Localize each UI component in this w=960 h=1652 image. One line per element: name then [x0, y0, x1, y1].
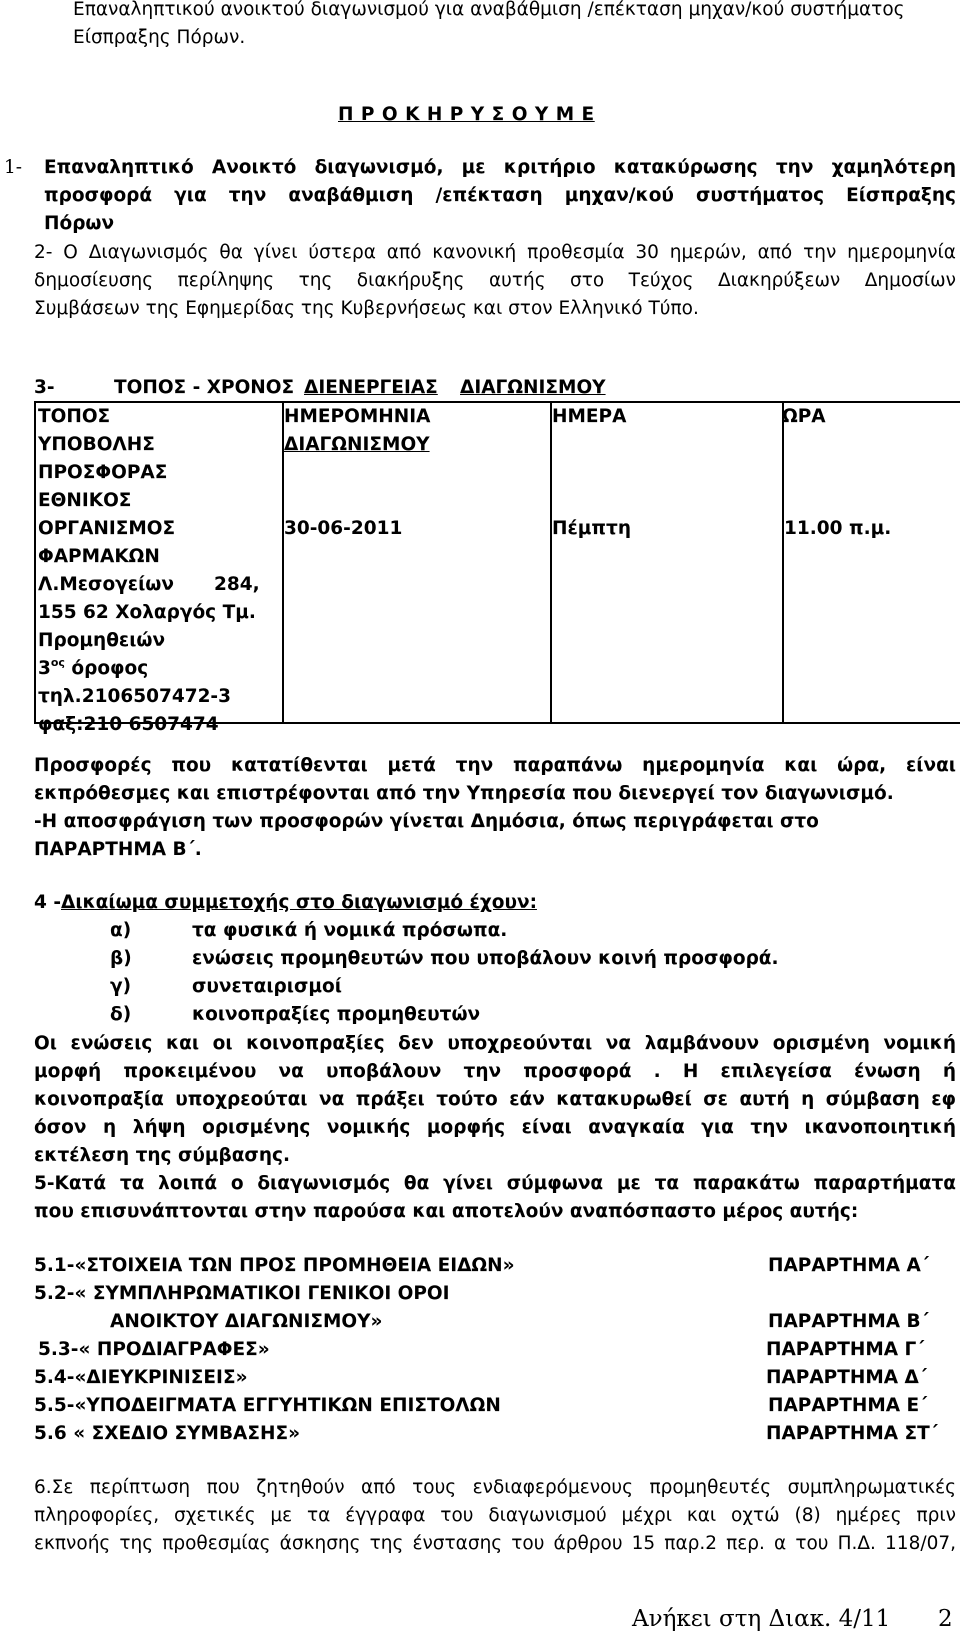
item-2-line-2: δημοσίευσης περίληψης της διακήρυξης αυτής στο Τεύχος Διακηρύξεων Δημοσίων: [34, 270, 956, 291]
item-3-number: 3-: [34, 377, 55, 398]
list-text-b: ενώσεις προμηθευτών που υποβάλουν κοινή προσφορά.: [192, 948, 779, 969]
schedule-table: [34, 401, 960, 735]
list-text-d: κοινοπραξίες προμηθευτών: [192, 1004, 481, 1025]
annex-5-4-ref: ΠΑΡΑΡΤΗΜΑ Δ΄: [766, 1367, 927, 1388]
item-1-line-3: Πόρων: [44, 213, 115, 234]
place-line-7: Προμηθειών: [38, 630, 166, 651]
annex-5-6-ref: ΠΑΡΑΡΤΗΜΑ ΣΤ΄: [766, 1423, 938, 1444]
item-1-line-1: Επαναληπτικό Ανοικτό διαγωνισμό, με κριτήριο κατακύρωσης την χαμηλότερη: [44, 157, 956, 178]
header-line-2: Είσπραξης Πόρων.: [73, 27, 246, 48]
item-6-line-2: πληροφορίες, σχετικές με τα έγγραφα του διαγωνισμού μέχρι και οχτώ (8) ημέρες πριν: [34, 1505, 956, 1526]
list-label-a: α): [110, 920, 132, 941]
item-5-line-2: που επισυνάπτονται στην παρούσα και αποτελούν αναπόσπαστο μέρος αυτής:: [34, 1201, 859, 1222]
footer-reference: Ανήκει στη Διακ. 4/11: [632, 1606, 891, 1632]
col1-header-2: ΥΠΟΒΟΛΗΣ: [38, 434, 155, 455]
tender-day: Πέμπτη: [552, 518, 632, 539]
item-6-line-3: εκπνοής της προθεσμίας άσκησης της ένστασης του άρθρου 15 παρ.2 περ. α του Π.Δ. 118/07,: [34, 1533, 956, 1554]
item-4-para-line-5: εκτέλεση της σύμβασης.: [34, 1145, 290, 1166]
annex-5-1: 5.1-«ΣΤΟΙΧΕΙΑ ΤΩΝ ΠΡΟΣ ΠΡΟΜΗΘΕΙΑ ΕΙΔΩΝ»: [34, 1255, 515, 1276]
item-2-line-1: 2- Ο Διαγωνισμός θα γίνει ύστερα από κανονική προθεσμία 30 ημερών, από την ημερομηνία: [34, 242, 956, 263]
annex-5-5-ref: ΠΑΡΑΡΤΗΜΑ Ε΄: [768, 1395, 928, 1416]
offers-line-3: -Η αποσφράγιση των προσφορών γίνεται Δημόσια, όπως περιγράφεται στο: [34, 811, 819, 832]
page-number: 2: [938, 1606, 953, 1632]
annex-5-2-ref: ΠΑΡΑΡΤΗΜΑ Β΄: [768, 1311, 929, 1332]
tender-time: 11.00 π.μ.: [784, 518, 892, 539]
item-4-para-line-1: Οι ενώσεις και οι κοινοπραξίες δεν υποχρεούνται να λαμβάνουν ορισμένη νομική: [34, 1033, 956, 1054]
place-line-8: $3^{o\varsigma}$ όροφος: [38, 656, 149, 679]
item-4-para-line-2: μορφή προκειμένου να υποβάλουν την προσφορά . Η επιλεγείσα ένωση ή: [34, 1061, 956, 1082]
col4-header: ΩΡΑ: [782, 406, 826, 427]
tender-date: 30-06-2011: [284, 518, 403, 539]
list-text-c: συνεταιρισμοί: [192, 976, 342, 997]
place-line-2: ΟΡΓΑΝΙΣΜΟΣ: [38, 518, 176, 539]
item-6-line-1: 6.Σε περίπτωση που ζητηθούν από τους ενδιαφερόμενους προμηθευτές συμπληρωματικές: [34, 1477, 956, 1498]
annex-5-6: 5.6 « ΣΧΕΔΙΟ ΣΥΜΒΑΣΗΣ»: [34, 1423, 301, 1444]
place-line-9: τηλ.2106507472-3: [38, 686, 231, 707]
offers-line-1: Προσφορές που κατατίθενται μετά την παραπάνω ημερομηνία και ώρα, είναι: [34, 755, 956, 776]
offers-line-4: ΠΑΡΑΡΤΗΜΑ Β΄.: [34, 839, 202, 860]
place-line-10: φαξ:210 6507474: [38, 714, 219, 735]
list-text-a: τα φυσικά ή νομικά πρόσωπα.: [192, 920, 508, 941]
col3-header: ΗΜΕΡΑ: [552, 406, 627, 427]
list-label-d: δ): [110, 1004, 132, 1025]
item-3-heading-a: ΤΟΠΟΣ - ΧΡΟΝΟΣ: [114, 377, 295, 398]
item-4-heading: 4 -Δικαίωμα συμμετοχής στο διαγωνισμό έχουν:: [34, 892, 537, 913]
item-3-heading-c: ΔΙΑΓΩΝΙΣΜΟΥ: [460, 377, 606, 398]
col1-header-1: ΤΟΠΟΣ: [38, 406, 111, 427]
time-cell: [783, 402, 960, 723]
item-1-line-2: προσφορά για την αναβάθμιση /επέκταση μηχαν/κού συστήματος Είσπραξης: [44, 185, 956, 206]
item-1-number: 1-: [4, 157, 23, 178]
annex-5-3: 5.3-« ΠΡΟΔΙΑΓΡΑΦΕΣ»: [38, 1339, 270, 1360]
place-line-4: Λ.Μεσογείων: [38, 574, 174, 595]
place-cell: [35, 402, 283, 735]
page-title: Π Ρ Ο Κ Η Ρ Υ Σ Ο Υ Μ Ε: [338, 104, 595, 125]
annex-5-1-ref: ΠΑΡΑΡΤΗΜΑ Α΄: [768, 1255, 929, 1276]
annex-5-3-ref: ΠΑΡΑΡΤΗΜΑ Γ΄: [766, 1339, 925, 1360]
place-line-5: 284,: [214, 574, 260, 595]
col1-header-3: ΠΡΟΣΦΟΡΑΣ: [38, 462, 168, 483]
place-line-6: 155 62 Χολαργός Τμ.: [38, 602, 256, 623]
item-3-heading-b: ΔΙΕΝΕΡΓΕΙΑΣ: [304, 377, 438, 398]
item-4-para-line-3: κοινοπραξία υποχρεούται να πράξει τούτο εάν κατακυρωθεί σε αυτή η σύμβαση εφ: [34, 1089, 956, 1110]
item-2-line-3: Συμβάσεων της Εφημερίδας της Κυβερνήσεως και στον Ελληνικό Τύπο.: [34, 298, 699, 319]
annex-5-5: 5.5-«ΥΠΟΔΕΙΓΜΑΤΑ ΕΓΓΥΗΤΙΚΩΝ ΕΠΙΣΤΟΛΩΝ: [34, 1395, 501, 1416]
col2-header-2: ΔΙΑΓΩΝΙΣΜΟΥ: [284, 434, 430, 455]
day-cell: [551, 402, 783, 723]
list-label-b: β): [110, 948, 132, 969]
item-4-para-line-4: όσον η λήψη ορισμένης νομικής μορφής είναι αναγκαία για την ικανοποιητική: [34, 1117, 956, 1138]
header-line-1: Επαναληπτικού ανοικτού διαγωνισμού για αναβάθμιση /επέκταση μηχαν/κού συστήματος: [73, 0, 905, 20]
offers-line-2: εκπρόθεσμες και επιστρέφονται από την Υπηρεσία που διενεργεί τον διαγωνισμό.: [34, 783, 894, 804]
col2-header-1: ΗΜΕΡΟΜΗΝΙΑ: [284, 406, 431, 427]
date-cell: [283, 402, 551, 723]
item-5-line-1: 5-Κατά τα λοιπά ο διαγωνισμός θα γίνει σύμφωνα με τα παρακάτω παραρτήματα: [34, 1173, 956, 1194]
list-label-c: γ): [110, 976, 132, 997]
annex-5-4: 5.4-«ΔΙΕΥΚΡΙΝΙΣΕΙΣ»: [34, 1367, 248, 1388]
annex-5-2-cont: ΑΝΟΙΚΤΟΥ ΔΙΑΓΩΝΙΣΜΟΥ»: [110, 1311, 383, 1332]
annex-5-2: 5.2-« ΣΥΜΠΛΗΡΩΜΑΤΙΚΟΙ ΓΕΝΙΚΟΙ ΟΡΟΙ: [34, 1283, 450, 1304]
place-line-3: ΦΑΡΜΑΚΩΝ: [38, 546, 160, 567]
place-line-1: ΕΘΝΙΚΟΣ: [38, 490, 132, 511]
